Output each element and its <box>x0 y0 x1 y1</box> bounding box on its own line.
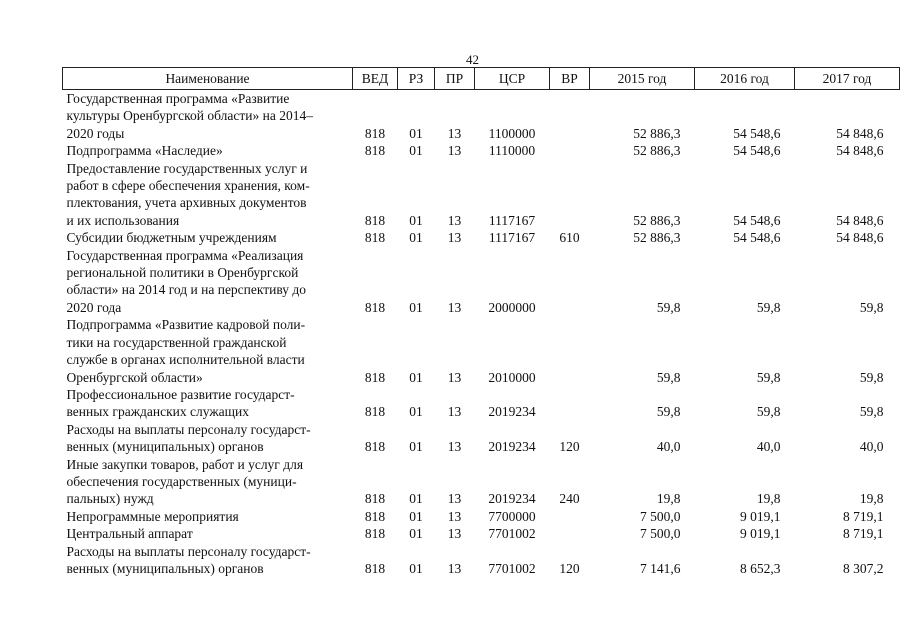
header-rz: РЗ <box>398 68 435 90</box>
header-pr: ПР <box>435 68 475 90</box>
row-value-2015: 52 886,3 <box>633 143 681 159</box>
row-value-2017: 59,8 <box>859 369 884 385</box>
row-value-2015: 40,0 <box>656 439 681 455</box>
row-value-2016: 9 019,1 <box>740 508 781 524</box>
row-ved: 818 <box>364 560 386 576</box>
row-value-2017: 8 719,1 <box>843 508 884 524</box>
row-csr: 1117167 <box>488 212 536 228</box>
row-value-2015: 52 886,3 <box>633 212 681 228</box>
row-value-2015: 59,8 <box>656 299 681 315</box>
row-value-2016: 59,8 <box>756 404 781 420</box>
row-vr <box>550 142 590 159</box>
row-ved: 818 <box>364 369 386 385</box>
table-row <box>63 543 900 578</box>
row-ved: 818 <box>364 212 386 228</box>
row-value-2016: 54 548,6 <box>733 125 781 141</box>
row-pr: 13 <box>447 526 462 542</box>
row-value-2016: 40,0 <box>756 439 781 455</box>
row-pr: 13 <box>447 369 462 385</box>
row-value-2015: 7 500,0 <box>640 508 681 524</box>
table-row <box>63 160 900 230</box>
table-row <box>63 90 900 143</box>
table-header-row <box>63 68 900 90</box>
row-vr: 610 <box>559 230 580 246</box>
row-pr: 13 <box>447 404 462 420</box>
row-value-2017: 8 307,2 <box>843 560 884 576</box>
header-name: Наименование <box>63 68 353 90</box>
row-value-2017: 19,8 <box>859 491 884 507</box>
header-vr: ВР <box>550 68 590 90</box>
row-name: Расходы на выплаты персоналу государст- венных (муниципальных) органов <box>66 543 311 576</box>
row-ved: 818 <box>364 143 386 159</box>
row-value-2017: 54 848,6 <box>836 212 884 228</box>
row-rz: 01 <box>409 526 423 542</box>
row-value-2015: 19,8 <box>656 491 681 507</box>
row-name: Государственная программа «Развитие культуры Оренбургской области» на 2014– 2020 годы <box>66 91 313 141</box>
row-value-2017: 59,8 <box>859 299 884 315</box>
row-pr: 13 <box>447 125 462 141</box>
row-ved: 818 <box>364 299 386 315</box>
header-csr: ЦСР <box>475 68 550 90</box>
row-csr: 7701002 <box>488 560 536 576</box>
row-vr <box>550 386 590 421</box>
page-number: 42 <box>466 52 479 67</box>
row-ved: 818 <box>364 404 386 420</box>
row-value-2015: 59,8 <box>656 404 681 420</box>
row-vr <box>550 508 590 525</box>
row-rz: 01 <box>409 369 423 385</box>
table-row <box>63 525 900 542</box>
row-rz: 01 <box>409 508 423 524</box>
row-value-2016: 9 019,1 <box>740 526 781 542</box>
row-pr: 13 <box>447 439 462 455</box>
row-value-2015: 7 141,6 <box>640 560 681 576</box>
row-rz: 01 <box>409 125 423 141</box>
row-rz: 01 <box>409 299 423 315</box>
row-ved: 818 <box>364 491 386 507</box>
row-value-2017: 54 848,6 <box>836 143 884 159</box>
row-vr <box>550 90 590 143</box>
row-vr: 120 <box>559 560 580 576</box>
row-rz: 01 <box>409 560 423 576</box>
row-rz: 01 <box>409 404 423 420</box>
row-ved: 818 <box>364 230 386 246</box>
table-row <box>63 142 900 159</box>
table-row <box>63 386 900 421</box>
row-value-2017: 59,8 <box>859 404 884 420</box>
row-value-2015: 52 886,3 <box>633 230 681 246</box>
budget-table <box>62 67 900 577</box>
row-value-2016: 54 548,6 <box>733 143 781 159</box>
row-value-2017: 40,0 <box>859 439 884 455</box>
row-pr: 13 <box>447 560 462 576</box>
row-csr: 7701002 <box>488 526 536 542</box>
row-csr: 1110000 <box>488 143 536 159</box>
row-pr: 13 <box>447 491 462 507</box>
row-value-2016: 54 548,6 <box>733 212 781 228</box>
row-name: Центральный аппарат <box>66 526 193 542</box>
row-name: Субсидии бюджетным учреждениям <box>66 230 277 246</box>
row-value-2017: 54 848,6 <box>836 230 884 246</box>
row-value-2015: 52 886,3 <box>633 125 681 141</box>
row-pr: 13 <box>447 508 462 524</box>
row-pr: 13 <box>447 143 462 159</box>
row-ved: 818 <box>364 125 386 141</box>
row-vr: 120 <box>559 439 580 455</box>
row-vr <box>550 316 590 386</box>
row-name: Государственная программа «Реализация региональной политики в Оренбургской области» на 2014 год и на перспективу до 2020 года <box>66 247 307 315</box>
table-row <box>63 456 900 508</box>
row-ved: 818 <box>364 508 386 524</box>
table-row <box>63 247 900 317</box>
row-csr: 2000000 <box>488 299 536 315</box>
row-value-2016: 54 548,6 <box>733 230 781 246</box>
row-value-2015: 7 500,0 <box>640 526 681 542</box>
row-name: Непрограммные мероприятия <box>66 508 239 524</box>
header-ved: ВЕД <box>353 68 398 90</box>
row-csr: 2019234 <box>488 404 536 420</box>
row-csr: 2019234 <box>488 439 536 455</box>
row-value-2017: 54 848,6 <box>836 125 884 141</box>
header-2017: 2017 год <box>795 68 900 90</box>
row-pr: 13 <box>447 212 462 228</box>
row-value-2016: 59,8 <box>756 369 781 385</box>
row-name: Подпрограмма «Развитие кадровой поли- тики на государственной гражданской службе в органах исполнительной власти Оренбургской области» <box>66 317 306 385</box>
row-csr: 1117167 <box>488 230 536 246</box>
row-rz: 01 <box>409 143 423 159</box>
row-value-2016: 8 652,3 <box>740 560 781 576</box>
row-csr: 7700000 <box>488 508 536 524</box>
row-vr: 240 <box>559 491 580 507</box>
row-ved: 818 <box>364 526 386 542</box>
row-value-2016: 59,8 <box>756 299 781 315</box>
row-csr: 1100000 <box>488 125 536 141</box>
row-name: Профессиональное развитие государст- венных гражданских служащих <box>66 386 295 420</box>
row-rz: 01 <box>409 212 423 228</box>
header-2016: 2016 год <box>695 68 795 90</box>
row-vr <box>550 247 590 317</box>
row-vr <box>550 525 590 542</box>
row-csr: 2010000 <box>488 369 536 385</box>
row-pr: 13 <box>447 230 462 246</box>
row-rz: 01 <box>409 230 423 246</box>
table-body <box>63 90 900 578</box>
row-vr <box>550 160 590 230</box>
row-ved: 818 <box>364 439 386 455</box>
row-csr: 2019234 <box>488 491 536 507</box>
table-row <box>63 508 900 525</box>
row-pr: 13 <box>447 299 462 315</box>
row-rz: 01 <box>409 439 423 455</box>
row-name: Предоставление государственных услуг и работ в сфере обеспечения хранения, ком- плектования, учета архивных документов и их использования <box>66 160 310 228</box>
table-row <box>63 421 900 456</box>
row-name: Расходы на выплаты персоналу государст- венных (муниципальных) органов <box>66 421 311 455</box>
table-row <box>63 229 900 246</box>
row-name: Подпрограмма «Наследие» <box>66 143 223 159</box>
table-row <box>63 316 900 386</box>
header-2015: 2015 год <box>590 68 695 90</box>
row-rz: 01 <box>409 491 423 507</box>
row-value-2015: 59,8 <box>656 369 681 385</box>
row-name: Иные закупки товаров, работ и услуг для обеспечения государственных (муници- пальных) нужд <box>66 456 304 507</box>
row-value-2016: 19,8 <box>756 491 781 507</box>
row-value-2017: 8 719,1 <box>843 526 884 542</box>
